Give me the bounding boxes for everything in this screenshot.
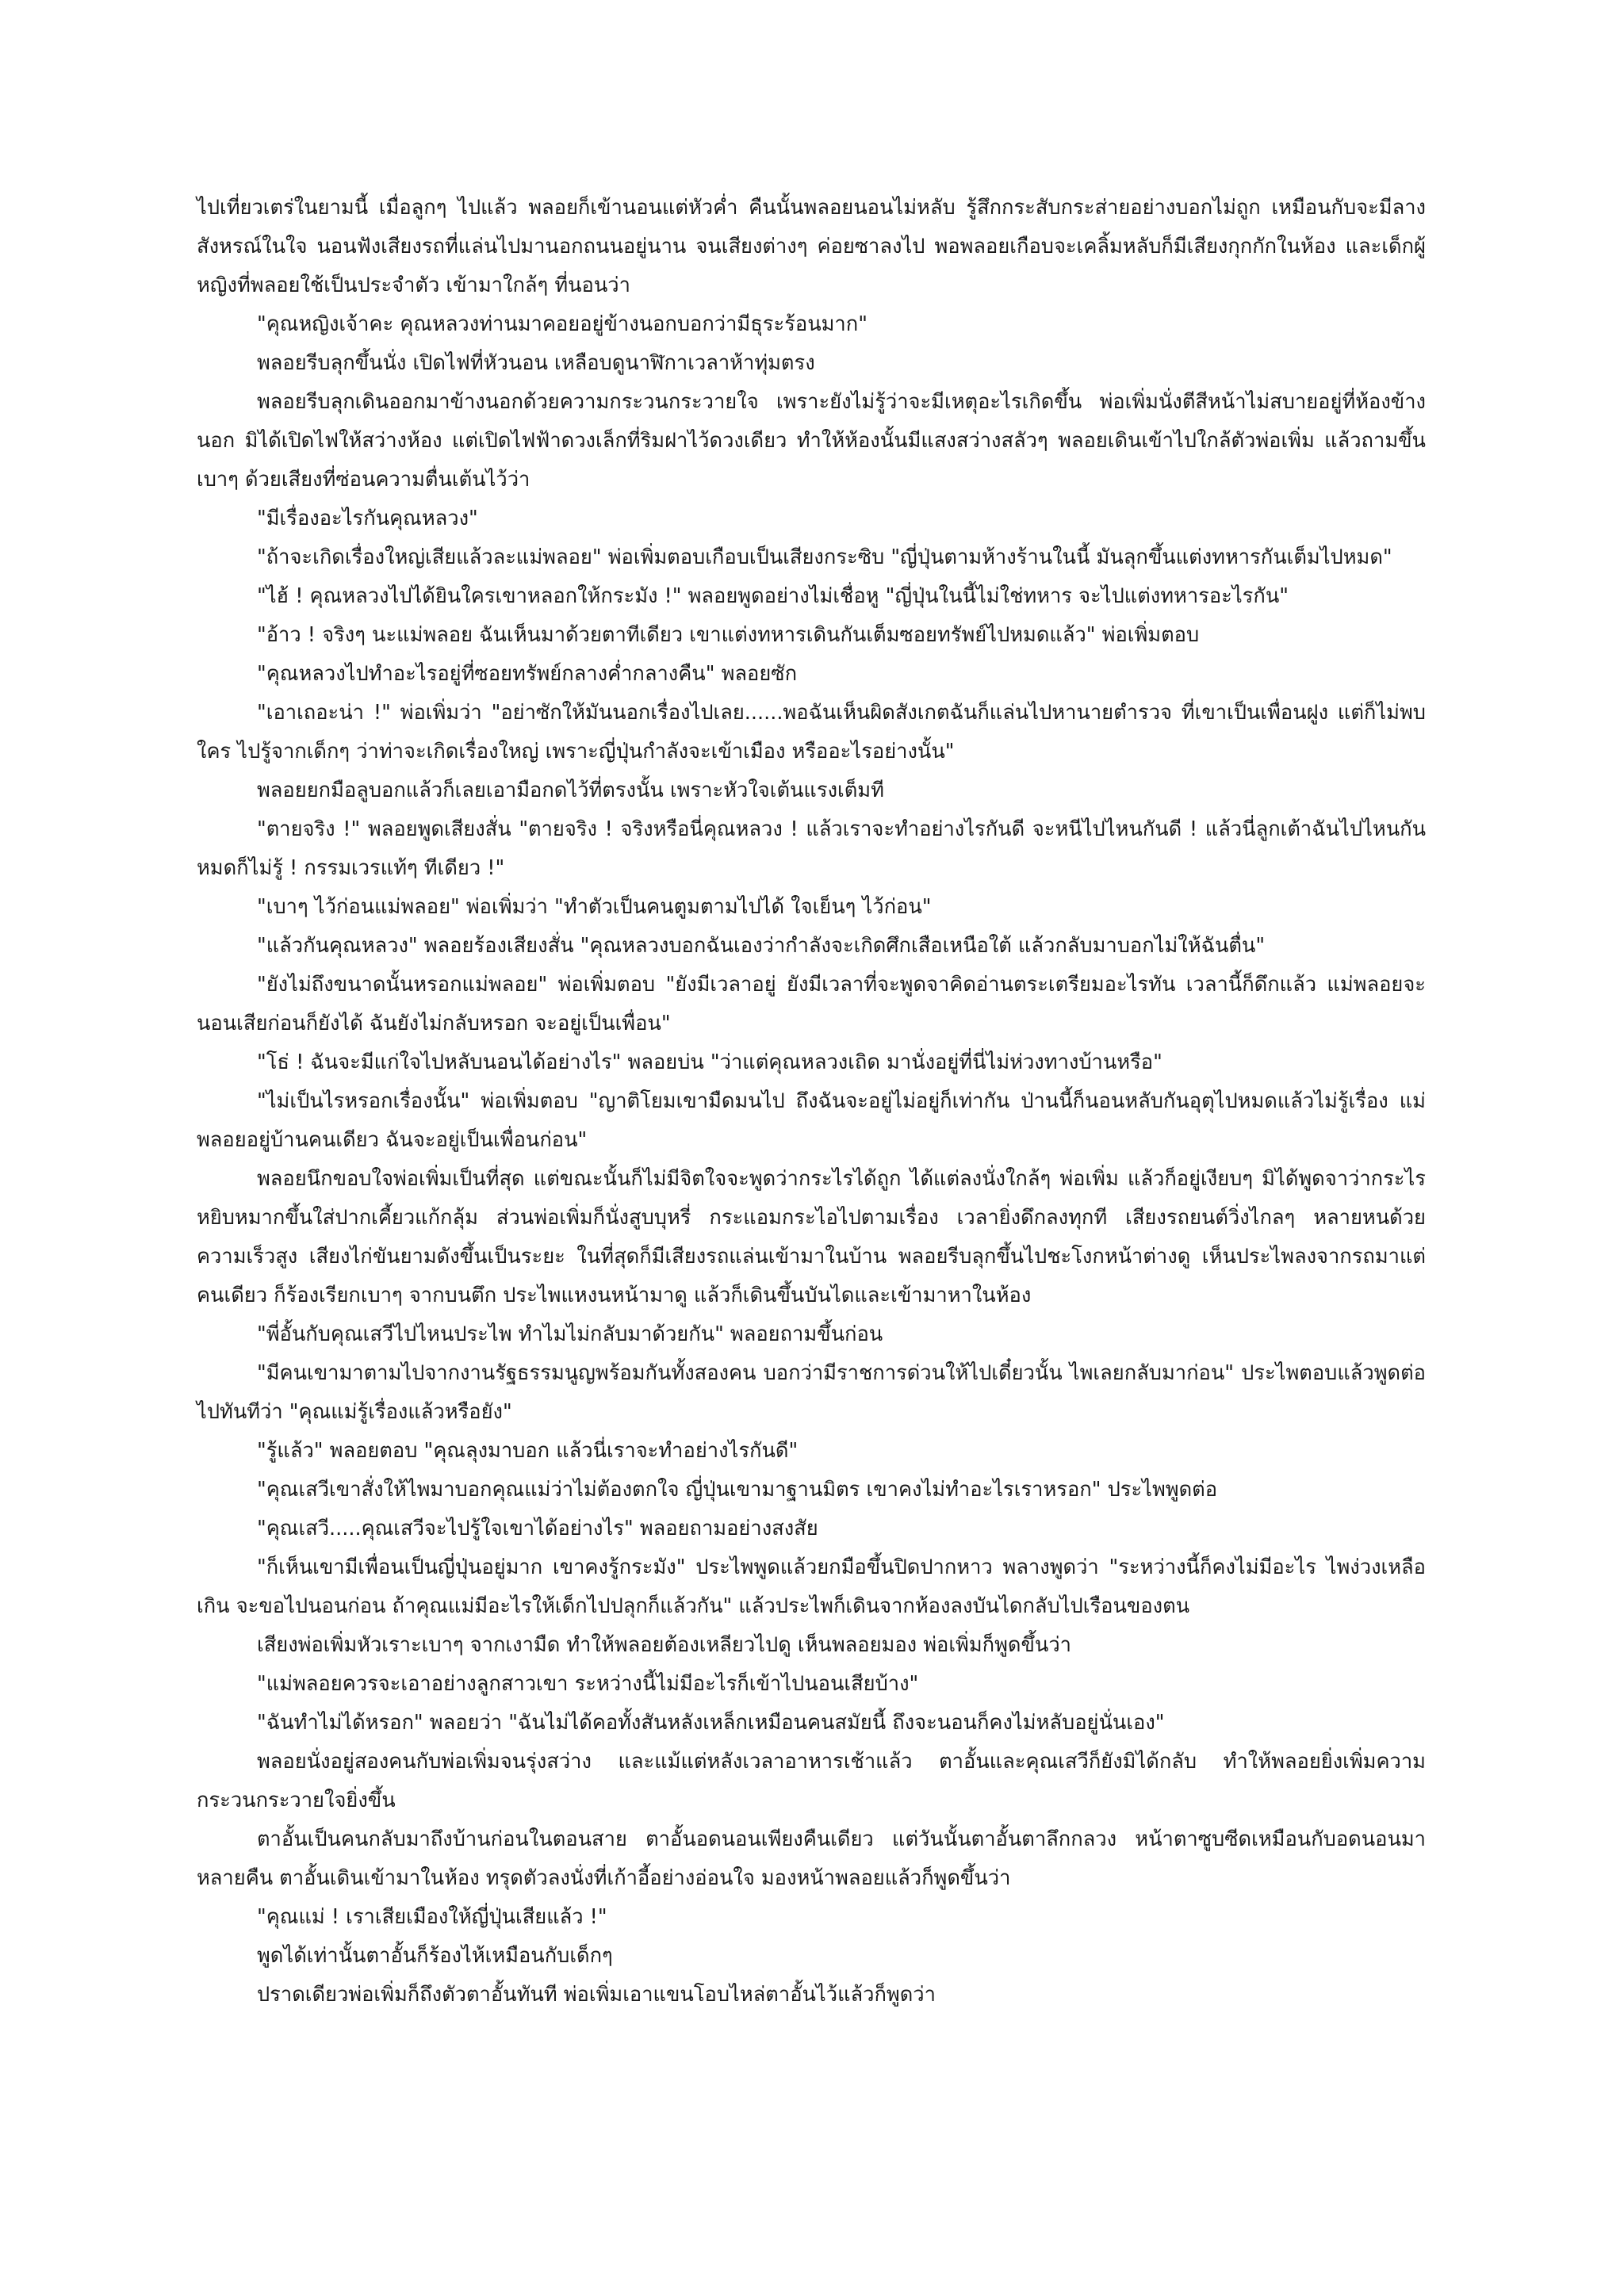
paragraph: "มีคนเขามาตามไปจากงานรัฐธรรมนูญพร้อมกันทั้งสองคน บอกว่ามีราชการด่วนให้ไปเดี๋ยวนั้น ไพเลยกลับมาก่อน" ประไพตอบแล้วพูดต่อไปทันทีว่า "คุณแม่รู้เรื่องแล้วหรือยัง" [197, 1361, 1426, 1424]
paragraph: "อ้าว ! จริงๆ นะแม่พลอย ฉันเห็นมาด้วยตาทีเดียว เขาแต่งทหารเดินกันเต็มซอยทรัพย์ไปหมดแล้ว" พ่อเพิ่มตอบ [257, 623, 1200, 647]
paragraph: "แล้วกันคุณหลวง" พลอยร้องเสียงสั่น "คุณหลวงบอกฉันเองว่ากำลังจะเกิดศึกเสือเหนือใต้ แล้วกลับมาบอกไม่ให้ฉันตื่น" [257, 934, 1266, 958]
paragraph: "พี่อั้นกับคุณเสวีไปไหนประไพ ทำไมไม่กลับมาด้วยกัน" พลอยถามขึ้นก่อน [257, 1322, 883, 1346]
paragraph: ปราดเดียวพ่อเพิ่มก็ถึงตัวตาอั้นทันที พ่อเพิ่มเอาแขนโอบไหล่ตาอั้นไว้แล้วก็พูดว่า [257, 1983, 936, 2007]
paragraph: "คุณเสวีเขาสั่งให้ไพมาบอกคุณแม่ว่าไม่ต้องตกใจ ญี่ปุ่นเขามาฐานมิตร เขาคงไม่ทำอะไรเราหรอก" ประไพพูดต่อ [257, 1478, 1218, 1502]
text-body [197, 189, 1426, 2015]
paragraph: "เอาเถอะน่า !" พ่อเพิ่มว่า "อย่าซักให้มันนอกเรื่องไปเลย......พอฉันเห็นผิดสังเกตฉันก็แล่นไปหานายตำรวจ ที่เขาเป็นเพื่อนฝูง แต่ก็ไม่พบใคร ไปรู้จากเด็กๆ ว่าท่าจะเกิดเรื่องใหญ่ เพราะญี่ปุ่นกำลังจะเข้าเมือง หรืออะไรอย่างนั้น" [197, 701, 1426, 763]
paragraph: "คุณแม่ ! เราเสียเมืองให้ญี่ปุ่นเสียแล้ว !" [257, 1905, 607, 1929]
paragraph: ตาอั้นเป็นคนกลับมาถึงบ้านก่อนในตอนสาย ตาอั้นอดนอนเพียงคืนเดียว แต่วันนั้นตาอั้นตาลึกกลวง หน้าตาซูบซีดเหมือนกับอดนอนมาหลายคืน ตาอั้นเดินเข้ามาในห้อง ทรุดตัวลงนั่งที่เก้าอี้อย่างอ่อนใจ มองหน้าพลอยแล้วก็พูดขึ้นว่า [197, 1827, 1426, 1890]
paragraph: "ฉันทำไม่ได้หรอก" พลอยว่า "ฉันไม่ได้คอทั้งสันหลังเหล็กเหมือนคนสมัยนี้ ถึงจะนอนก็คงไม่หลับอยู่นั่นเอง" [257, 1711, 1165, 1735]
paragraph: "มีเรื่องอะไรกันคุณหลวง" [257, 507, 478, 530]
paragraph: "รู้แล้ว" พลอยตอบ "คุณลุงมาบอก แล้วนี่เราจะทำอย่างไรกันดี" [257, 1439, 799, 1463]
paragraph: พลอยนึกขอบใจพ่อเพิ่มเป็นที่สุด แต่ขณะนั้นก็ไม่มีจิตใจจะพูดว่ากระไรได้ถูก ได้แต่ลงนั่งใกล้ๆ พ่อเพิ่ม แล้วก็อยู่เงียบๆ มิได้พูดจาว่ากระไร หยิบหมากขึ้นใส่ปากเคี้ยวแก้กลุ้ม ส่วนพ่อเพิ่มก็นั่งสูบบุหรี่ กระแอมกระไอไปตามเรื่อง เวลายิ่งดึกลงทุกที เสียงรถยนต์วิ่งไกลๆ หลายหนด้วยความเร็วสูง เสียงไก่ขันยามดังขึ้นเป็นระยะ ในที่สุดก็มีเสียงรถแล่นเข้ามาในบ้าน พลอยรีบลุกขึ้นไปชะโงกหน้าต่างดู เห็นประไพลงจากรถมาแต่คนเดียว ก็ร้องเรียกเบาๆ จากบนตึก ประไพแหงนหน้ามาดู แล้วก็เดินขึ้นบันไดและเข้ามาหาในห้อง [197, 1167, 1426, 1307]
paragraph: "โธ่ ! ฉันจะมีแก่ใจไปหลับนอนได้อย่างไร" พลอยบ่น "ว่าแต่คุณหลวงเถิด มานั่งอยู่ที่นี่ไม่ห่วงทางบ้านหรือ" [257, 1050, 1162, 1074]
paragraph: พลอยรีบลุกขึ้นนั่ง เปิดไฟที่หัวนอน เหลือบดูนาฬิกาเวลาห้าทุ่มตรง [257, 351, 815, 375]
paragraph: เสียงพ่อเพิ่มหัวเราะเบาๆ จากเงามืด ทำให้พลอยต้องเหลียวไปดู เห็นพลอยมอง พ่อเพิ่มก็พูดขึ้นว่า [257, 1633, 1071, 1657]
paragraph: "แม่พลอยควรจะเอาอย่างลูกสาวเขา ระหว่างนี้ไม่มีอะไรก็เข้าไปนอนเสียบ้าง" [257, 1672, 919, 1696]
paragraph: "ก็เห็นเขามีเพื่อนเป็นญี่ปุ่นอยู่มาก เขาคงรู้กระมัง" ประไพพูดแล้วยกมือขึ้นปิดปากหาว พลางพูดว่า "ระหว่างนี้ก็คงไม่มีอะไร ไพง่วงเหลือเกิน จะขอไปนอนก่อน ถ้าคุณแม่มีอะไรให้เด็กไปปลุกก็แล้วกัน" แล้วประไพก็เดินจากห้องลงบันไดกลับไปเรือนของตน [197, 1556, 1426, 1618]
paragraph: "ยังไม่ถึงขนาดนั้นหรอกแม่พลอย" พ่อเพิ่มตอบ "ยังมีเวลาอยู่ ยังมีเวลาที่จะพูดจาคิดอ่านตระเตรียมอะไรทัน เวลานี้ก็ดึกแล้ว แม่พลอยจะนอนเสียก่อนก็ยังได้ ฉันยังไม่กลับหรอก จะอยู่เป็นเพื่อน" [197, 973, 1426, 1035]
paragraph: พลอยยกมือลูบอกแล้วก็เลยเอามือกดไว้ที่ตรงนั้น เพราะหัวใจเต้นแรงเต็มที [257, 779, 884, 802]
paragraph: พลอยนั่งอยู่สองคนกับพ่อเพิ่มจนรุ่งสว่าง และแม้แต่หลังเวลาอาหารเช้าแล้ว ตาอั้นและคุณเสวีก็ยังมิได้กลับ ทำให้พลอยยิ่งเพิ่มความกระวนกระวายใจยิ่งขึ้น [197, 1750, 1426, 1812]
paragraph: พูดได้เท่านั้นตาอั้นก็ร้องไห้เหมือนกับเด็กๆ [257, 1944, 613, 1968]
paragraph: "ถ้าจะเกิดเรื่องใหญ่เสียแล้วละแม่พลอย" พ่อเพิ่มตอบเกือบเป็นเสียงกระซิบ "ญี่ปุ่นตามห้างร้านในนี้ มันลุกขึ้นแต่งทหารกันเต็มไปหมด" [257, 545, 1392, 569]
paragraph: "เบาๆ ไว้ก่อนแม่พลอย" พ่อเพิ่มว่า "ทำตัวเป็นคนตูมตามไปได้ ใจเย็นๆ ไว้ก่อน" [257, 895, 932, 919]
paragraph: "คุณเสวี.....คุณเสวีจะไปรู้ใจเขาได้อย่างไร" พลอยถามอย่างสงสัย [257, 1517, 818, 1540]
paragraph: "ตายจริง !" พลอยพูดเสียงสั่น "ตายจริง ! จริงหรือนี่คุณหลวง ! แล้วเราจะทำอย่างไรกันดี จะหนีไปไหนกันดี ! แล้วนี่ลูกเต้าฉันไปไหนกันหมดก็ไม่รู้ ! กรรมเวรแท้ๆ ทีเดียว !" [197, 817, 1426, 880]
paragraph: "ไม่เป็นไรหรอกเรื่องนั้น" พ่อเพิ่มตอบ "ญาติโยมเขามืดมนไป ถึงฉันจะอยู่ไม่อยู่ก็เท่ากัน ป่านนี้ก็นอนหลับกันอุตุไปหมดแล้วไม่รู้เรื่อง แม่พลอยอยู่บ้านคนเดียว ฉันจะอยู่เป็นเพื่อนก่อน" [197, 1089, 1426, 1152]
paragraph: "คุณหลวงไปทำอะไรอยู่ที่ซอยทรัพย์กลางค่ำกลางคืน" พลอยซัก [257, 662, 798, 686]
paragraph: พลอยรีบลุกเดินออกมาข้างนอกด้วยความกระวนกระวายใจ เพราะยังไม่รู้ว่าจะมีเหตุอะไรเกิดขึ้น พ่อเพิ่มนั่งตีสีหน้าไม่สบายอยู่ที่ห้องข้างนอก มิได้เปิดไฟให้สว่างห้อง แต่เปิดไฟฟ้าดวงเล็กที่ริมฝาไว้ดวงเดียว ทำให้ห้องนั้นมีแสงสว่างสลัวๆ พลอยเดินเข้าไปใกล้ตัวพ่อเพิ่ม แล้วถามขึ้นเบาๆ ด้วยเสียงที่ซ่อนความตื่นเต้นไว้ว่า [197, 390, 1426, 492]
paragraph: "ไฮ้ ! คุณหลวงไปได้ยินใครเขาหลอกให้กระมัง !" พลอยพูดอย่างไม่เชื่อหู "ญี่ปุ่นในนี้ไม่ใช่ทหาร จะไปแต่งทหารอะไรกัน" [257, 584, 1289, 608]
paragraph: ไปเที่ยวเตร่ในยามนี้ เมื่อลูกๆ ไปแล้ว พลอยก็เข้านอนแต่หัวค่ำ คืนนั้นพลอยนอนไม่หลับ รู้สึกกระสับกระส่ายอย่างบอกไม่ถูก เหมือนกับจะมีลางสังหรณ์ในใจ นอนฟังเสียงรถที่แล่นไปมานอกถนนอยู่นาน จนเสียงต่างๆ ค่อยซาลงไป พอพลอยเกือบจะเคลิ้มหลับก็มีเสียงกุกกักในห้อง และเด็กผู้หญิงที่พลอยใช้เป็นประจำตัว เข้ามาใกล้ๆ ที่นอนว่า [197, 196, 1426, 297]
paragraph: "คุณหญิงเจ้าคะ คุณหลวงท่านมาคอยอยู่ข้างนอกบอกว่ามีธุระร้อนมาก" [257, 312, 868, 336]
